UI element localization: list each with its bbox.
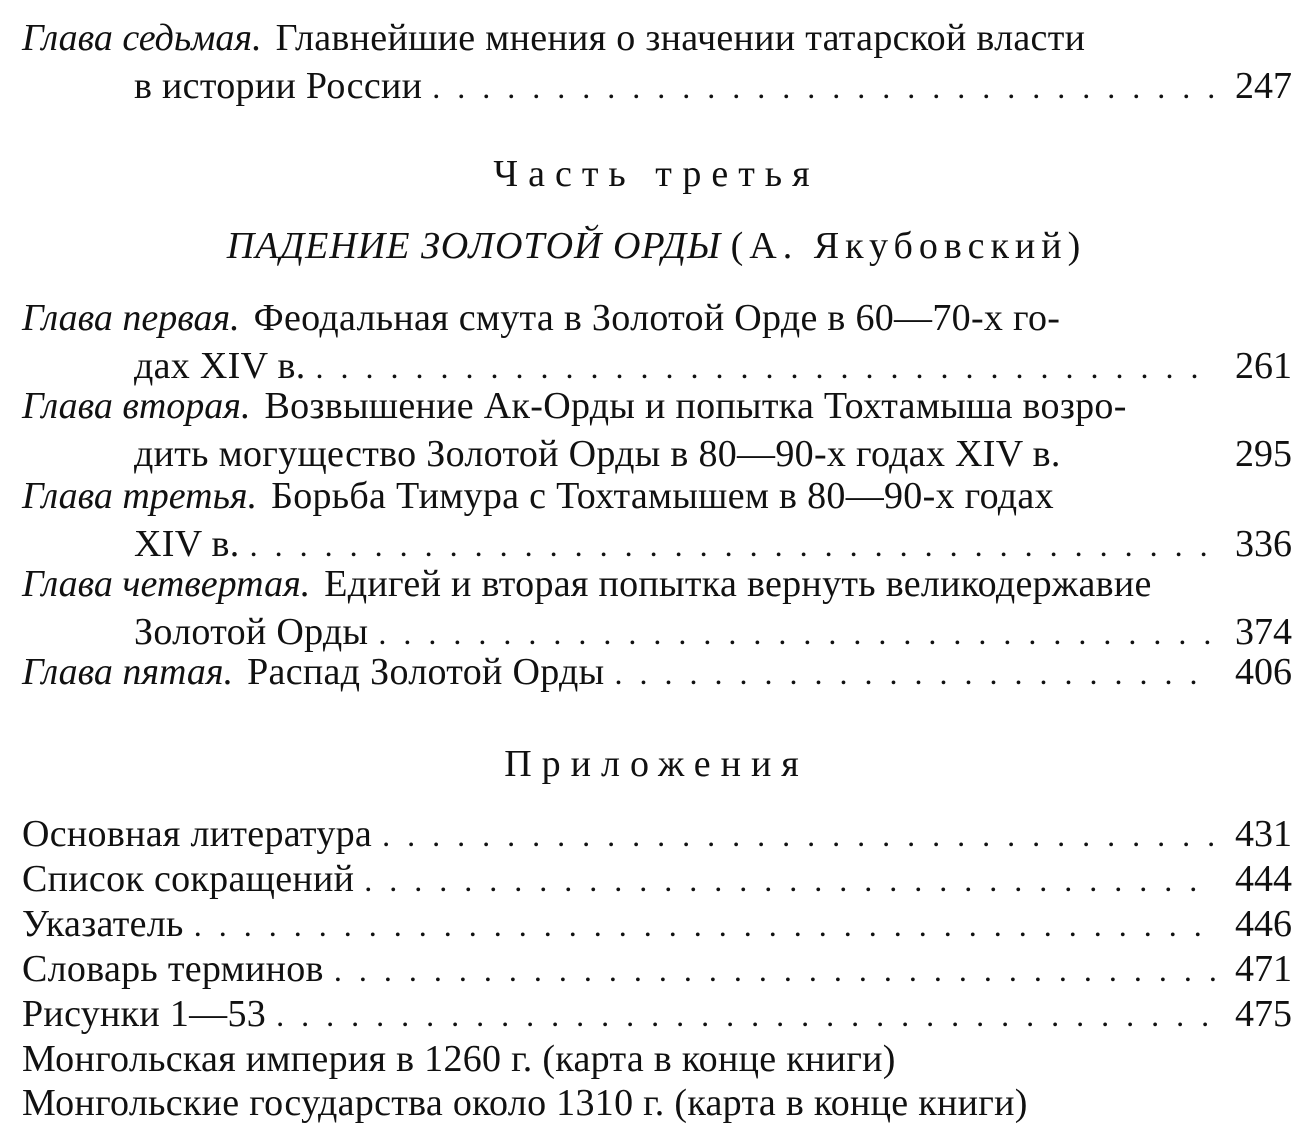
toc-entry-map-1310 <box>22 1081 1292 1125</box>
chapter-title-cont: в истории России <box>134 65 423 107</box>
page-number: 295 <box>1235 433 1292 475</box>
page-number: 336 <box>1235 523 1292 565</box>
toc-entry-map-1260 <box>22 1037 1292 1081</box>
toc-entry-line <box>22 472 1292 520</box>
page-number: 261 <box>1235 345 1292 387</box>
page-number: 446 <box>1235 903 1292 945</box>
dot-leader <box>614 649 1216 697</box>
page-number: 471 <box>1235 948 1292 990</box>
chapter-title: Феодальная смута в Золотой Орде в 60—70-х го- <box>253 297 1061 339</box>
page-number: 444 <box>1235 858 1292 900</box>
dot-leader <box>382 813 1216 857</box>
part-heading-text: Часть третья <box>493 153 820 195</box>
appendix-item-title: Основная литература <box>22 813 373 855</box>
dot-leader <box>334 948 1216 992</box>
toc-entry-appendix-literature <box>22 812 1292 857</box>
chapter-label: Глава четвертая. <box>22 563 311 605</box>
appendix-item-title: Рисунки 1—53 <box>22 993 267 1035</box>
chapter-title-cont: XIV в. <box>134 523 240 565</box>
toc-entry-appendix-abbreviations <box>22 857 1292 902</box>
appendix-heading-text: Приложения <box>504 743 809 785</box>
dot-leader <box>432 63 1216 111</box>
chapter-label: Глава седьмая. <box>22 17 262 59</box>
appendix-item-title: Указатель <box>22 903 184 945</box>
chapter-title: Борьба Тимура с Тохтамышем в 80—90-х годах <box>271 475 1054 517</box>
page-number: 475 <box>1235 993 1292 1035</box>
part-title <box>0 222 1313 270</box>
toc-entry-appendix-glossary <box>22 947 1292 992</box>
toc-entry-chapter-4 <box>22 560 1292 657</box>
chapter-label: Глава пятая. <box>22 651 234 693</box>
toc-entry-chapter-3 <box>22 472 1292 569</box>
chapter-title-cont: дах XIV в. <box>134 345 306 387</box>
toc-entry-line <box>22 560 1292 608</box>
chapter-title: Распад Золотой Орды <box>247 651 605 693</box>
toc-entry-chapter-7 <box>22 14 1292 111</box>
map-entry-title: Монгольская империя в 1260 г. (карта в конце книги) <box>22 1038 896 1080</box>
toc-entry-line <box>22 14 1292 62</box>
toc-entry-appendix-figures <box>22 992 1292 1037</box>
appendix-item-title: Словарь терминов <box>22 948 324 990</box>
toc-entry-chapter-2 <box>22 382 1292 478</box>
page-number: 431 <box>1235 813 1292 855</box>
dot-leader <box>276 993 1216 1037</box>
toc-entry-line <box>22 62 1292 111</box>
chapter-label: Глава первая. <box>22 297 240 339</box>
chapter-title: Главнейшие мнения о значении татарской власти <box>275 17 1086 59</box>
page-number: 406 <box>1235 651 1292 693</box>
appendix-heading <box>0 740 1313 788</box>
appendix-list <box>22 812 1292 1125</box>
toc-entry-line <box>22 430 1292 478</box>
toc-entry-chapter-1 <box>22 294 1292 391</box>
toc-entry-line <box>22 294 1292 342</box>
chapter-label: Глава вторая. <box>22 385 251 427</box>
part-title-text: ПАДЕНИЕ ЗОЛОТОЙ ОРДЫ <box>226 225 722 267</box>
page-number: 247 <box>1235 65 1292 107</box>
chapter-title: Едигей и вторая попытка вернуть великодержавие <box>324 563 1152 605</box>
chapter-title-cont: дить могущество Золотой Орды в 80—90-х годах XIV в. <box>134 433 1061 475</box>
chapter-title-cont: Золотой Орды <box>134 611 369 653</box>
toc-entry-appendix-index <box>22 902 1292 947</box>
page-number: 374 <box>1235 611 1292 653</box>
appendix-item-title: Список сокращений <box>22 858 355 900</box>
map-entry-title: Монгольские государства около 1310 г. (карта в конце книги) <box>22 1082 1028 1124</box>
toc-entry-line <box>22 382 1292 430</box>
chapter-title: Возвышение Ак-Орды и попытка Тохтамыша возро- <box>264 385 1127 427</box>
part-heading <box>0 150 1313 198</box>
toc-entry-line <box>22 648 1292 697</box>
dot-leader <box>364 858 1216 902</box>
part-author: (А. Якубовский) <box>730 225 1087 267</box>
chapter-label: Глава третья. <box>22 475 258 517</box>
toc-entry-chapter-5 <box>22 648 1292 697</box>
dot-leader <box>194 903 1216 947</box>
